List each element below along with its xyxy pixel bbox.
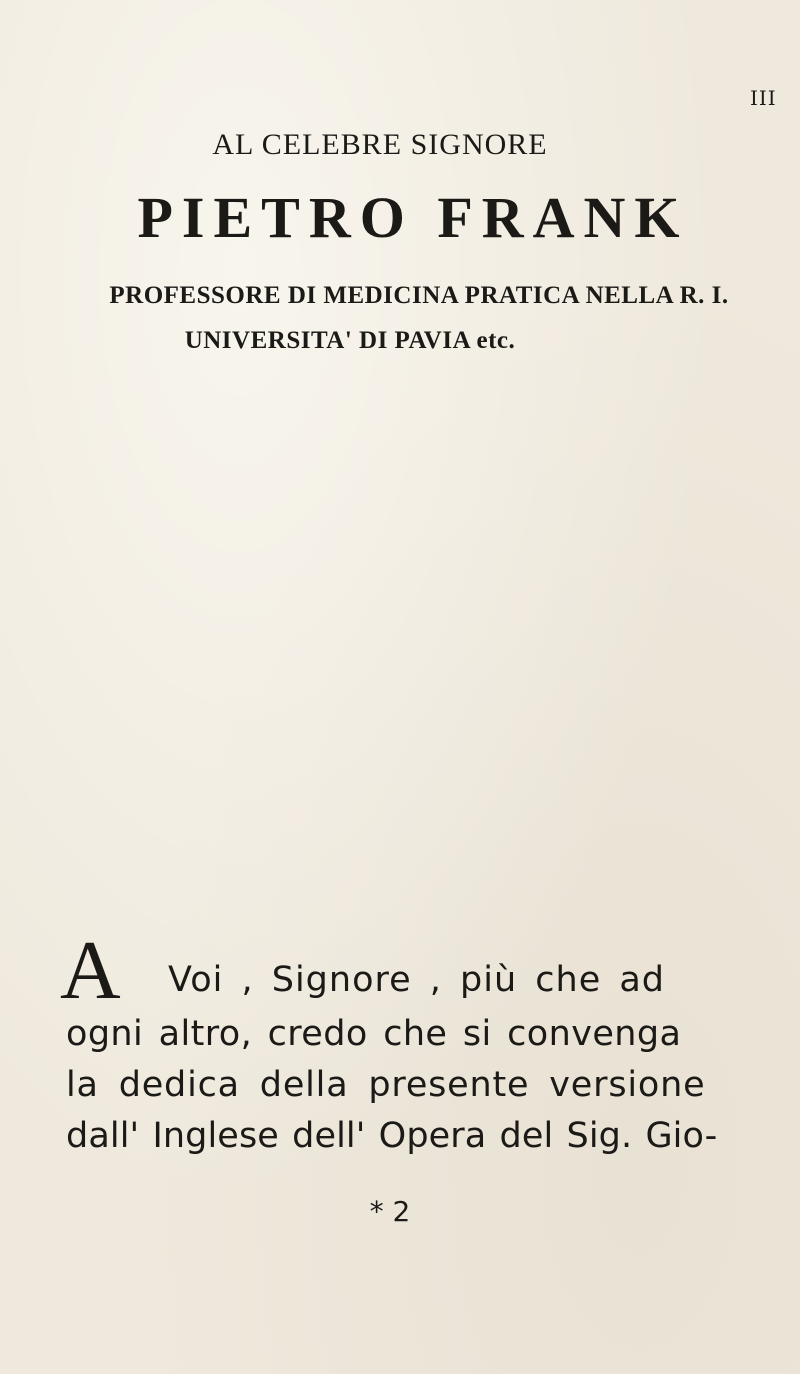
- paragraph-first-line: [60, 924, 746, 1017]
- body-line-3: la dedica della presente versione: [66, 1065, 706, 1105]
- signature-mark: * 2: [369, 1195, 411, 1228]
- body-line-2: ogni altro, credo che si convenga: [66, 1014, 682, 1054]
- dedicatee-title: PROFESSORE DI MEDICINA PRATICA NELLA R. I.: [109, 282, 729, 309]
- dedication-line-1: AL CELEBRE SIGNORE: [212, 128, 548, 161]
- body-paragraph: [60, 924, 746, 1162]
- body-line-1: Voi , Signore , più che ad: [168, 960, 666, 1000]
- dedicatee-institution: UNIVERSITA' DI PAVIA etc.: [184, 327, 516, 354]
- page-number: III: [750, 86, 777, 110]
- dedicatee-name: PIETRO FRANK: [137, 185, 689, 250]
- body-line-4: dall' Inglese dell' Opera del Sig. Gio-: [66, 1116, 718, 1156]
- drop-cap: A: [60, 924, 121, 1017]
